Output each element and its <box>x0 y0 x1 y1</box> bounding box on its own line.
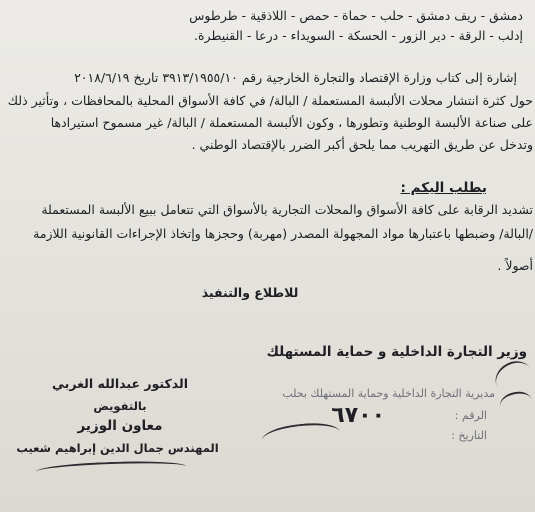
request-heading: يطلب اليكم : <box>400 180 487 196</box>
signatory-name: الدكتور عبدالله الغربي <box>52 376 188 391</box>
registry-number: ٦٧٠٠ <box>331 403 385 428</box>
delegation-note: بالتفويض <box>93 399 147 413</box>
registry-date-label: التاريخ : <box>451 429 487 442</box>
distribution-line-2: إدلب - الرقة - دير الزور - الحسكة - السويداء - درعا - القنيطرة. <box>194 28 523 43</box>
registry-number-label: الرقم : <box>454 409 487 422</box>
engineer-name: المهندس جمال الدين إبراهيم شعيب <box>16 441 219 455</box>
deputy-title: معاون الوزير <box>77 418 163 434</box>
request-line-1: تشديد الرقابة على كافة الأسواق والمحلات التجارية بالأسواق التي تتعامل ببيع الألبسة المستعملة <box>41 202 533 217</box>
body-line-2: على صناعة الألبسة الوطنية وتطورها ، وكون الألبسة المستعملة / البالة/ غير مسموح استيرادها <box>50 115 533 130</box>
request-line-3: أصولاً . <box>497 258 533 273</box>
registry-stamp: مديرية التجارة الداخلية وحماية المستهلك بحلب <box>282 387 495 400</box>
distribution-line-1: دمشق - ريف دمشق - حلب - حماة - حمص - اللاذقية - طرطوس <box>189 8 523 23</box>
closing-line: للاطلاع والتنفيذ <box>201 285 299 300</box>
handwritten-date <box>261 420 341 452</box>
minister-title: وزير التجارة الداخلية و حماية المستهلك <box>266 344 527 360</box>
body-line-3: وتدخل عن طريق التهريب مما يلحق أكبر الضرر بالإقتصاد الوطني . <box>191 137 533 152</box>
request-line-2: /البالة/ وضبطها باعتبارها مواد المجهولة المصدر (مهربة) وحجزها وإتخاذ الإجراءات القانونية اللازمة <box>33 226 533 241</box>
body-line-1: حول كثرة انتشار محلات الألبسة المستعملة / البالة/ في كافة الأسواق المحلية بالمحافظات ، وتأثير ذلك <box>7 93 533 108</box>
signature-underline <box>36 459 186 478</box>
reference-line: إشارة إلى كتاب وزارة الإقتصاد والتجارة الخارجية رقم ٣٩١٣/١٩٥٥/١٠ تاريخ ٢٠١٨/٦/١٩ <box>74 70 517 85</box>
